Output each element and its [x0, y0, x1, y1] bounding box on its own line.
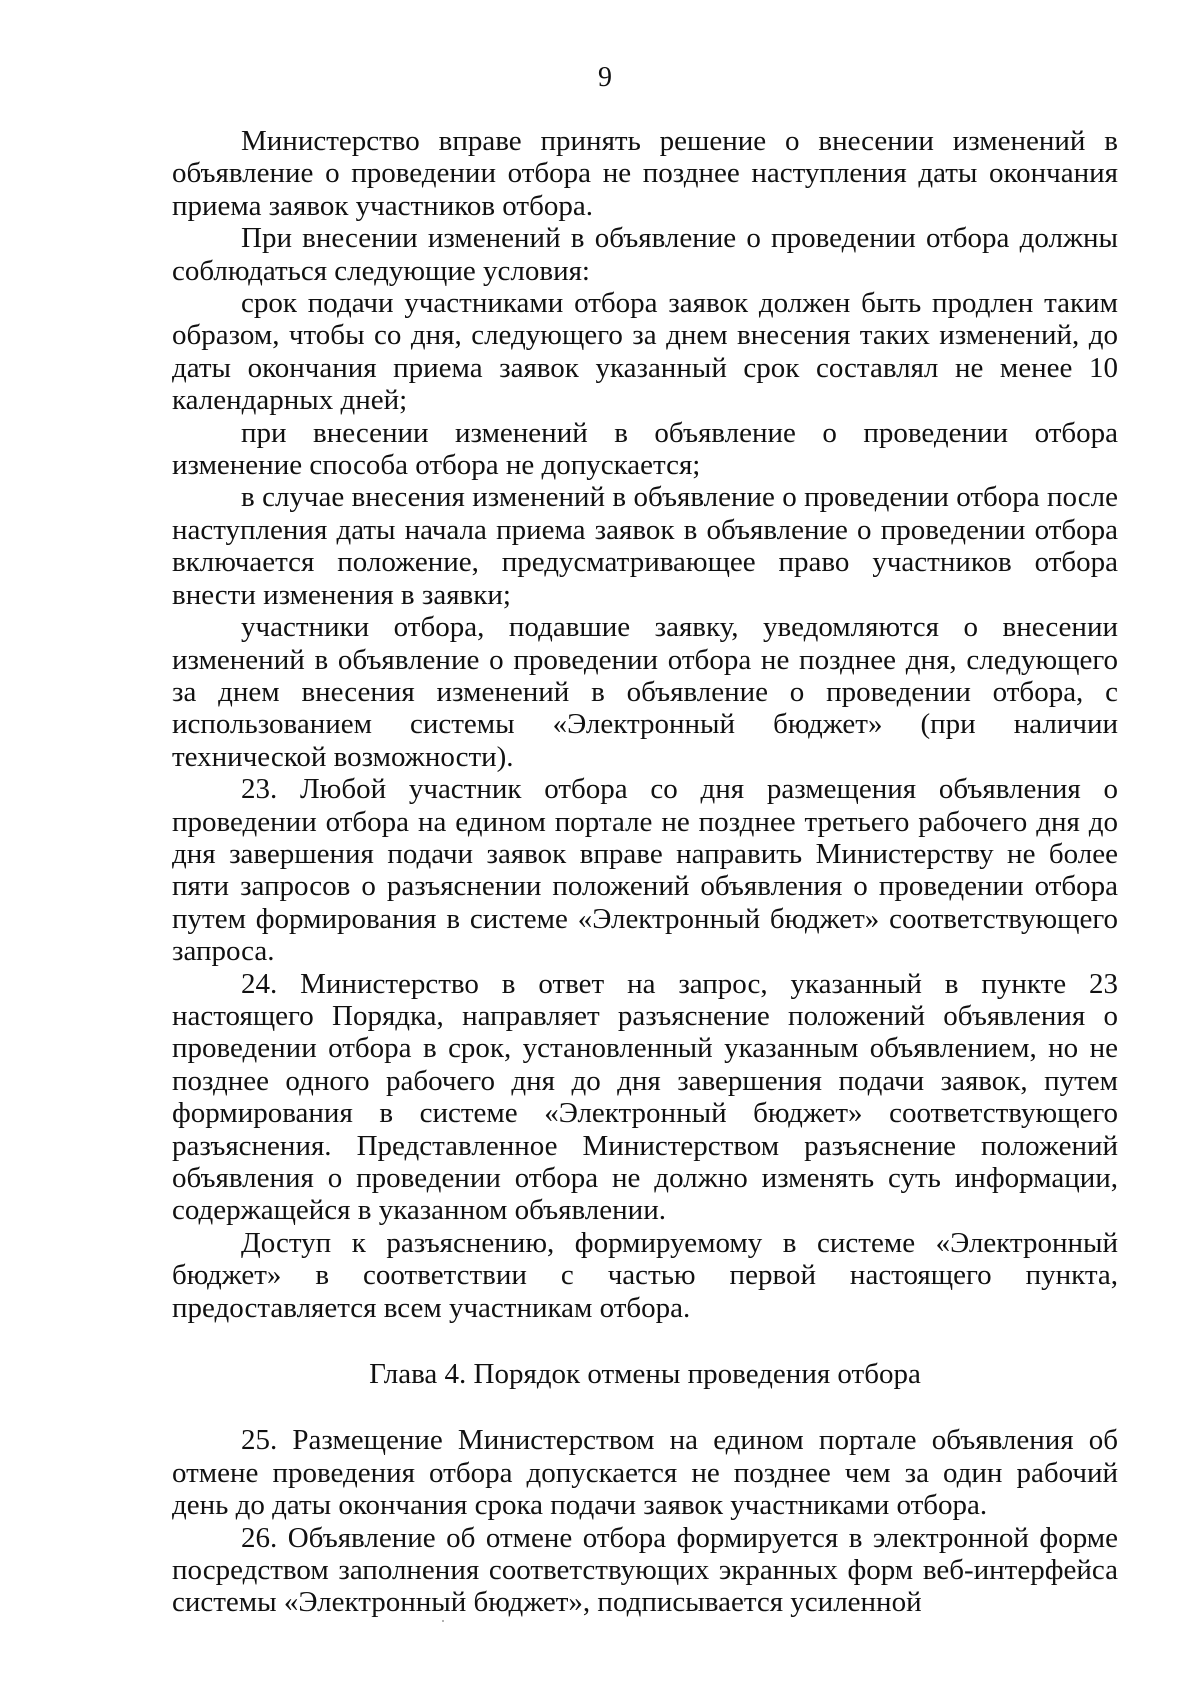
paragraph-item-24: 24. Министерство в ответ на запрос, указанный в пункте 23 настоящего Порядка, направляет разъяснение положений объявления о проведении отбора в срок, установленный указанным объявлением, но не позднее одного рабочего дня до дня завершения подачи заявок, путем формирования в системе «Электронный бюджет» соответствующего разъяснения. Представленное Министерством разъяснение положений объявления о проведении отбора не должно изменять суть информации, содержащейся в указанном объявлении.	[172, 967, 1118, 1227]
paragraph-item-26: 26. Объявление об отмене отбора формируется в электронной форме посредством заполнения соответствующих экранных форм веб-интерфейса системы «Электронный бюджет», подписывается усиленной	[172, 1521, 1118, 1619]
scan-speck	[442, 1620, 444, 1622]
paragraph-amendment-conditions: При внесении изменений в объявление о проведении отбора должны соблюдаться следующие условия:	[172, 222, 1118, 287]
paragraph-condition-participant-notice: участники отбора, подавшие заявку, уведомляются о внесении изменений в объявление о проведении отбора не позднее дня, следующего за днем внесения изменений в объявление о проведении отбора, с использованием системы «Электронный бюджет» (при наличии технической возможности).	[172, 611, 1118, 773]
paragraph-ministry-right-to-amend: Министерство вправе принять решение о внесении изменений в объявление о проведении отбора не позднее наступления даты окончания приема заявок участников отбора.	[172, 125, 1118, 222]
chapter-heading: Глава 4. Порядок отмены проведения отбора	[369, 1358, 921, 1391]
page-number: 9	[598, 62, 612, 93]
document-body	[172, 125, 1118, 1619]
paragraph-item-25: 25. Размещение Министерством на едином портале объявления об отмене проведения отбора допускается не позднее чем за один рабочий день до даты окончания срока подачи заявок участниками отбора.	[172, 1424, 1118, 1522]
paragraph-item-23: 23. Любой участник отбора со дня размещения объявления о проведении отбора на едином портале не позднее третьего рабочего дня до дня завершения подачи заявок вправе направить Министерству не более пяти запросов о разъяснении положений объявления о проведении отбора путем формирования в системе «Электронный бюджет» соответствующего запроса.	[172, 773, 1118, 968]
paragraph-condition-method-unchanged: при внесении изменений в объявление о проведении отбора изменение способа отбора не допускается;	[172, 416, 1118, 482]
paragraph-condition-application-changes: в случае внесения изменений в объявление о проведении отбора после наступления даты начала приема заявок в объявление о проведении отбора включается положение, предусматривающее право участников отбора внести изменения в заявки;	[172, 481, 1118, 611]
paragraph-item-24-access: Доступ к разъяснению, формируемому в системе «Электронный бюджет» в соответствии с частью первой настоящего пункта, предоставляется всем участникам отбора.	[172, 1226, 1118, 1324]
paragraph-condition-deadline-extension: срок подачи участниками отбора заявок должен быть продлен таким образом, чтобы со дня, следующего за днем внесения таких изменений, до даты окончания приема заявок указанный срок составлял не менее 10 календарных дней;	[172, 287, 1118, 417]
